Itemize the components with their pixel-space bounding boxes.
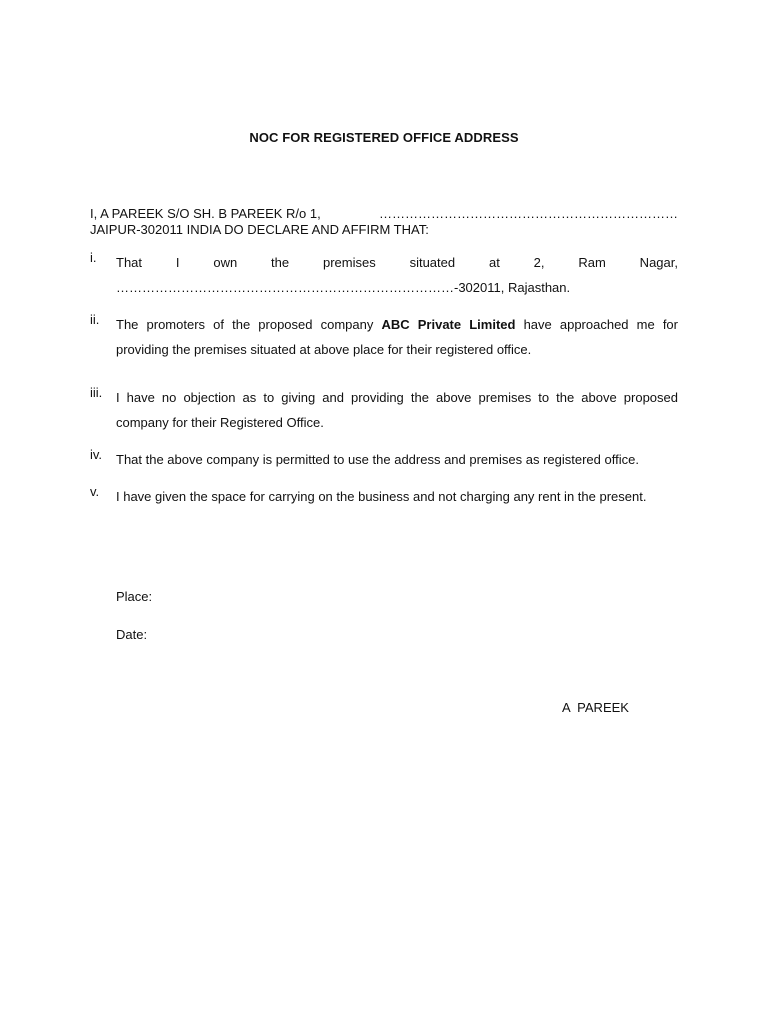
item-body (116, 250, 678, 300)
item-number: iv. (90, 447, 103, 462)
item-number: iii. (90, 385, 103, 400)
item-line-2: ……………………………………………………………………-302011, Rajasthan. (116, 280, 571, 295)
intro-line-1 (90, 206, 678, 222)
item-number: ii. (90, 312, 100, 327)
document-title: NOC FOR REGISTERED OFFICE ADDRESS (249, 130, 519, 145)
item-body: That the above company is permitted to use the address and premises as registered office. (116, 452, 639, 467)
item-body: I have no objection as to giving and providing the above premises to the above proposed company for their Registered Office. (116, 390, 678, 430)
signatory-name: A PAREEK (562, 700, 629, 715)
declaration-intro (90, 206, 678, 238)
company-name: ABC Private Limited (381, 317, 516, 332)
date-label: Date: (116, 627, 148, 642)
intro-line-2: JAIPUR-302011 INDIA DO DECLARE AND AFFIRM THAT: (90, 222, 429, 237)
item-text-start: The promoters of the proposed company (116, 317, 382, 332)
item-number: v. (90, 484, 100, 499)
intro-line-1-text: I, A PAREEK S/O SH. B PAREEK R/o 1, (90, 206, 321, 221)
item-number: i. (90, 250, 97, 265)
item-body: I have given the space for carrying on the business and not charging any rent in the present. (116, 489, 647, 504)
item-line-1: That I own the premises situated at 2, Ram Nagar, (116, 255, 678, 270)
intro-line-1-dots: …………………………………………………………… (379, 206, 678, 221)
item-body (116, 312, 678, 362)
item-text-end: have approached me for providing the premises situated at above place for their registered office. (116, 317, 678, 357)
place-label: Place: (116, 589, 153, 604)
